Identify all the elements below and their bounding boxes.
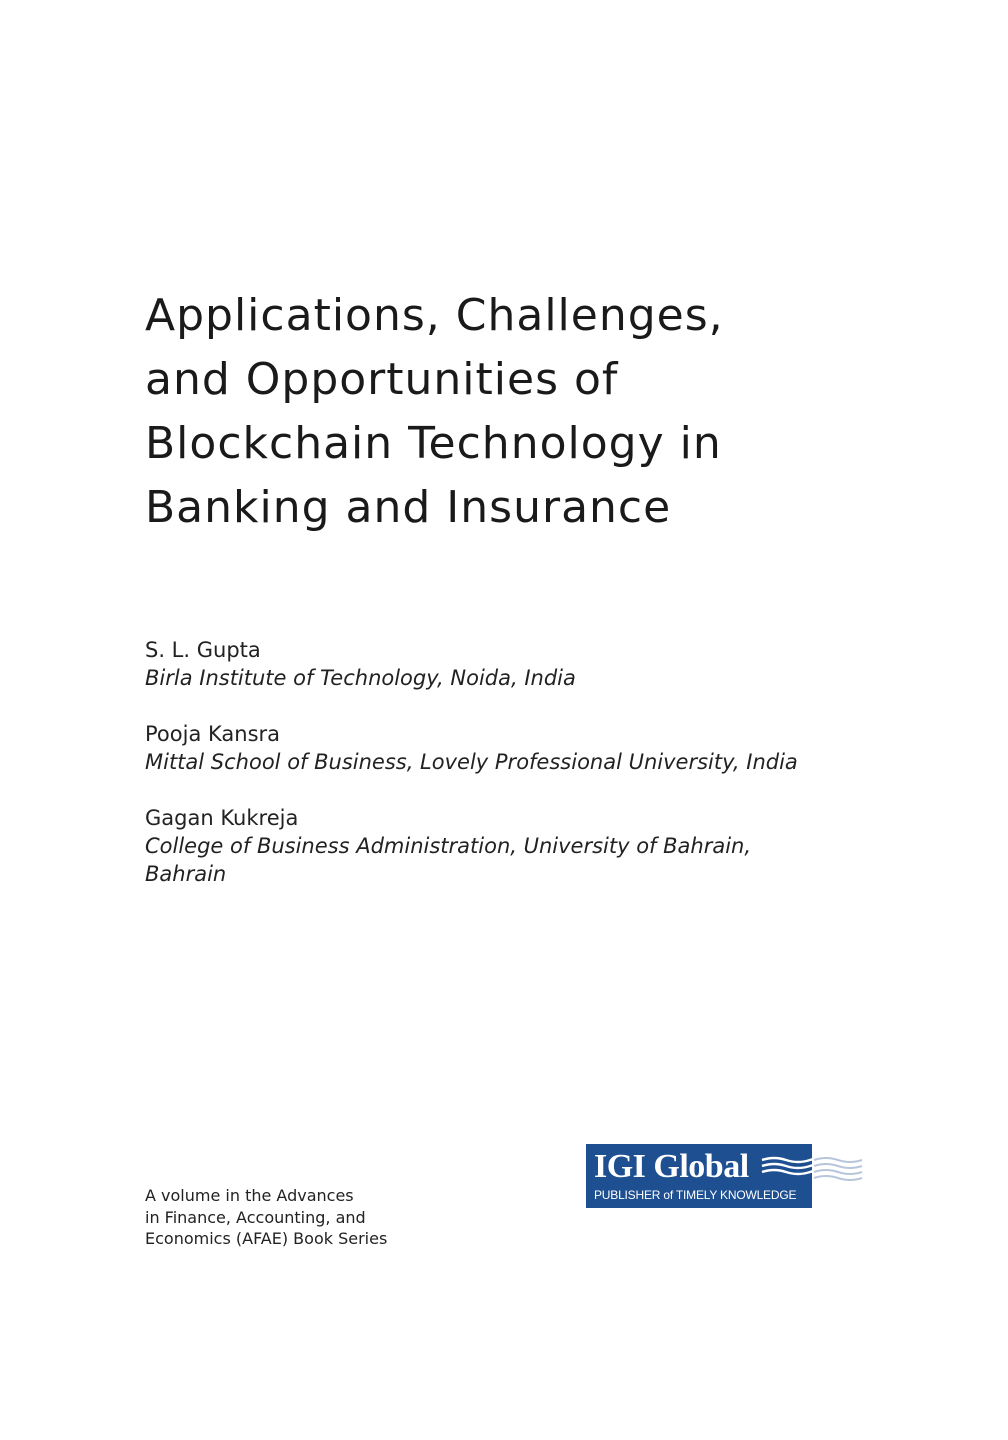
author-name: S. L. Gupta bbox=[145, 638, 261, 662]
title-line: Blockchain Technology in bbox=[145, 418, 722, 469]
author-entry bbox=[145, 636, 945, 692]
publisher-logo bbox=[586, 1144, 864, 1208]
series-line: Economics (AFAE) Book Series bbox=[145, 1229, 388, 1248]
author-entry bbox=[145, 720, 945, 776]
wave-lines-icon bbox=[760, 1156, 864, 1184]
series-line: A volume in the Advances bbox=[145, 1186, 354, 1205]
title-line: Banking and Insurance bbox=[145, 482, 672, 533]
author-entry bbox=[145, 804, 945, 888]
series-note bbox=[145, 1185, 465, 1250]
publisher-name: IGI Global bbox=[594, 1148, 749, 1185]
series-line: in Finance, Accounting, and bbox=[145, 1207, 366, 1227]
author-affiliation: Bahrain bbox=[145, 862, 227, 886]
publisher-tagline: PUBLISHER of TIMELY KNOWLEDGE bbox=[594, 1188, 797, 1202]
title-line: and Opportunities of bbox=[145, 354, 619, 405]
author-name: Gagan Kukreja bbox=[145, 806, 299, 830]
author-affiliation: College of Business Administration, University of Bahrain, bbox=[145, 834, 752, 858]
author-affiliation: Birla Institute of Technology, Noida, India bbox=[145, 666, 576, 690]
author-name: Pooja Kansra bbox=[145, 722, 281, 746]
author-list bbox=[145, 636, 945, 916]
author-affiliation: Mittal School of Business, Lovely Professional University, India bbox=[145, 750, 798, 774]
book-title bbox=[145, 284, 905, 540]
title-line: Applications, Challenges, bbox=[145, 290, 724, 341]
